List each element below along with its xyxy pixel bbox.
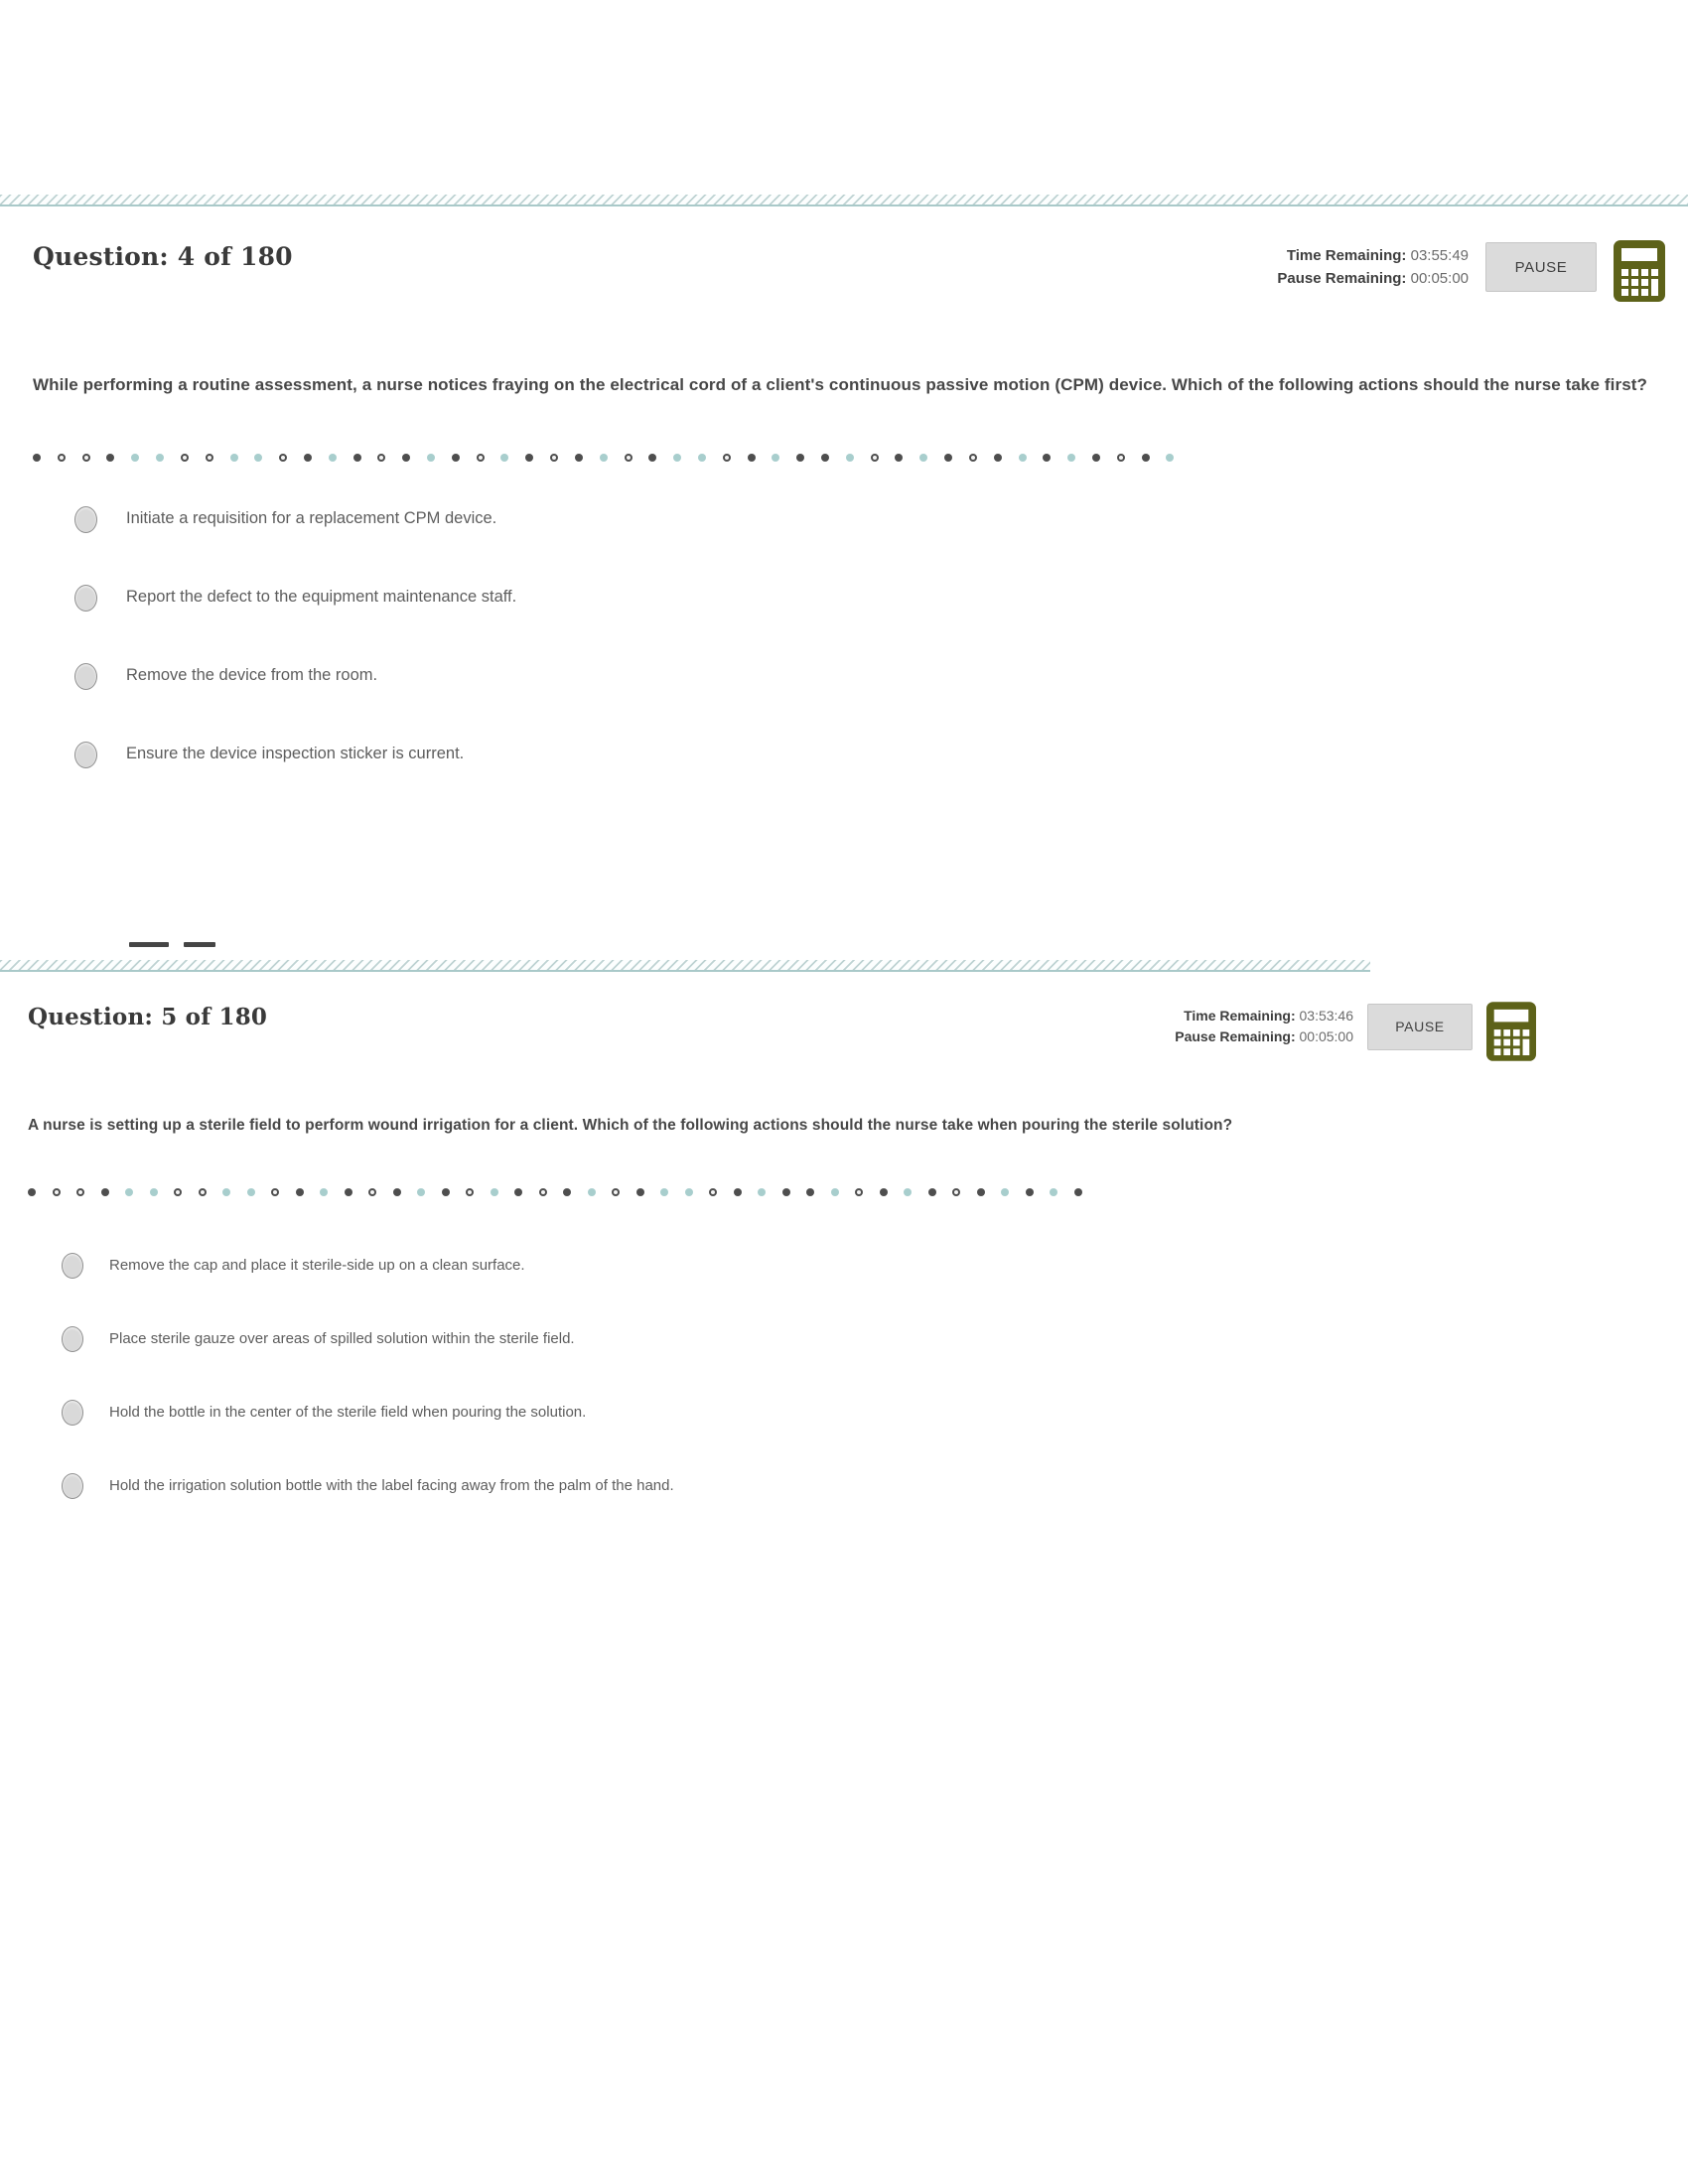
separator-dot (304, 454, 312, 462)
separator-dot (174, 1188, 182, 1196)
separator-dot (320, 1188, 328, 1196)
separator-dot (772, 454, 779, 462)
time-remaining-value: 03:55:49 (1410, 247, 1469, 264)
time-remaining-label: Time Remaining: (1184, 1007, 1296, 1024)
pause-remaining-label: Pause Remaining: (1277, 270, 1407, 288)
separator-dot (977, 1188, 985, 1196)
separator-dot (106, 454, 114, 462)
pause-button[interactable]: PAUSE (1367, 1004, 1473, 1050)
clipped-text-mark (184, 942, 215, 947)
radio-button[interactable] (74, 742, 97, 768)
timer-block (1277, 242, 1469, 291)
separator-dot (1142, 454, 1150, 462)
option-label: Hold the irrigation solution bottle with the label facing away from the palm of the hand. (109, 1476, 674, 1494)
separator-dot (969, 454, 977, 462)
separator-dot (466, 1188, 474, 1196)
separator-dot (417, 1188, 425, 1196)
time-remaining-label: Time Remaining: (1286, 247, 1407, 264)
question-number-title: Question: 5 of 180 (28, 1003, 268, 1030)
radio-button[interactable] (74, 663, 97, 690)
separator-dot (1001, 1188, 1009, 1196)
separator-dot (782, 1188, 790, 1196)
radio-button[interactable] (74, 585, 97, 612)
separator-dot (1074, 1188, 1082, 1196)
separator-dot (28, 1188, 36, 1196)
separator-dot (82, 454, 90, 462)
question-4-section (0, 195, 1688, 768)
pause-remaining-line (1277, 267, 1469, 290)
separator-dot (491, 1188, 498, 1196)
separator-dot (452, 454, 460, 462)
question-header (33, 242, 1665, 302)
separator-dot (928, 1188, 936, 1196)
option-label: Initiate a requisition for a replacement CPM device. (126, 509, 497, 528)
separator-dot (206, 454, 213, 462)
pause-remaining-line (1175, 1026, 1353, 1048)
separator-dot (709, 1188, 717, 1196)
answer-option[interactable] (28, 1473, 1536, 1499)
separator-dot (588, 1188, 596, 1196)
separator-dot (500, 454, 508, 462)
answer-options (28, 1253, 1536, 1499)
answer-option[interactable] (28, 1253, 1536, 1279)
separator-dot (150, 1188, 158, 1196)
separator-dot (125, 1188, 133, 1196)
header-controls (1277, 242, 1665, 302)
option-label: Remove the device from the room. (126, 666, 378, 685)
dotted-separator (28, 1187, 1082, 1197)
separator-dot (952, 1188, 960, 1196)
separator-dot (685, 1188, 693, 1196)
separator-dot (393, 1188, 401, 1196)
separator-dot (846, 454, 854, 462)
top-whitespace (0, 0, 1688, 195)
answer-option[interactable] (33, 506, 1665, 533)
question-number-title: Question: 4 of 180 (33, 242, 293, 271)
pause-button[interactable]: PAUSE (1485, 242, 1597, 292)
separator-dot (575, 454, 583, 462)
time-remaining-value: 03:53:46 (1299, 1007, 1353, 1024)
separator-dot (199, 1188, 207, 1196)
separator-dot (1117, 454, 1125, 462)
separator-dot (880, 1188, 888, 1196)
clipped-text-mark (129, 942, 169, 947)
separator-dot (904, 1188, 912, 1196)
separator-dot (994, 454, 1002, 462)
clipped-text-fragment (129, 942, 1688, 954)
separator-dot (230, 454, 238, 462)
separator-dot (673, 454, 681, 462)
separator-dot (427, 454, 435, 462)
separator-dot (377, 454, 385, 462)
separator-dot (723, 454, 731, 462)
separator-dot (871, 454, 879, 462)
separator-dot (821, 454, 829, 462)
separator-dot (796, 454, 804, 462)
calculator-icon[interactable] (1614, 240, 1665, 302)
separator-dot (539, 1188, 547, 1196)
separator-dot (402, 454, 410, 462)
time-remaining-line (1277, 244, 1469, 267)
answer-option[interactable] (28, 1400, 1536, 1426)
separator-dot (33, 454, 41, 462)
separator-dot (1026, 1188, 1034, 1196)
separator-dot (296, 1188, 304, 1196)
separator-dot (734, 1188, 742, 1196)
separator-dot (329, 454, 337, 462)
option-label: Remove the cap and place it sterile-side up on a clean surface. (109, 1256, 525, 1274)
radio-button[interactable] (74, 506, 97, 533)
header-controls (1175, 1004, 1536, 1061)
radio-button[interactable] (62, 1326, 83, 1352)
calculator-icon[interactable] (1486, 1002, 1536, 1061)
separator-dot (345, 1188, 352, 1196)
separator-dot (156, 454, 164, 462)
radio-button[interactable] (62, 1400, 83, 1426)
separator-dot (550, 454, 558, 462)
separator-dot (698, 454, 706, 462)
answer-option[interactable] (33, 742, 1665, 768)
separator-dot (748, 454, 756, 462)
timer-block (1175, 1004, 1353, 1048)
question-text: A nurse is setting up a sterile field to perform wound irrigation for a client. Which of the following actions should the nurse take when pouring the sterile solution? (28, 1116, 1233, 1134)
radio-button[interactable] (62, 1473, 83, 1499)
section-divider (0, 960, 1370, 972)
option-label: Ensure the device inspection sticker is current. (126, 745, 465, 763)
separator-dot (648, 454, 656, 462)
separator-dot (514, 1188, 522, 1196)
question-5-section (0, 960, 1688, 1499)
separator-dot (895, 454, 903, 462)
separator-dot (625, 454, 633, 462)
separator-dot (222, 1188, 230, 1196)
separator-dot (1092, 454, 1100, 462)
separator-dot (368, 1188, 376, 1196)
answer-option[interactable] (28, 1326, 1536, 1352)
separator-dot (442, 1188, 450, 1196)
separator-dot (279, 454, 287, 462)
option-label: Place sterile gauze over areas of spilled solution within the sterile field. (109, 1329, 575, 1347)
option-label: Hold the bottle in the center of the sterile field when pouring the solution. (109, 1403, 587, 1421)
answer-option[interactable] (33, 663, 1665, 690)
separator-dot (181, 454, 189, 462)
separator-dot (855, 1188, 863, 1196)
separator-dot (600, 454, 608, 462)
answer-options (33, 506, 1665, 768)
radio-button[interactable] (62, 1253, 83, 1279)
separator-dot (271, 1188, 279, 1196)
pause-remaining-label: Pause Remaining: (1175, 1028, 1296, 1045)
separator-dot (131, 454, 139, 462)
section-divider (0, 195, 1688, 206)
separator-dot (101, 1188, 109, 1196)
separator-dot (477, 454, 485, 462)
separator-dot (76, 1188, 84, 1196)
separator-dot (525, 454, 533, 462)
separator-dot (944, 454, 952, 462)
separator-dot (1019, 454, 1027, 462)
pause-remaining-value: 00:05:00 (1410, 270, 1469, 288)
separator-dot (806, 1188, 814, 1196)
pause-remaining-value: 00:05:00 (1299, 1028, 1353, 1045)
dotted-separator (33, 453, 1175, 463)
separator-dot (1043, 454, 1051, 462)
separator-dot (1166, 454, 1174, 462)
separator-dot (1067, 454, 1075, 462)
separator-dot (919, 454, 927, 462)
question-header (28, 1004, 1536, 1061)
separator-dot (1050, 1188, 1057, 1196)
separator-dot (254, 454, 262, 462)
separator-dot (758, 1188, 766, 1196)
separator-dot (353, 454, 361, 462)
separator-dot (636, 1188, 644, 1196)
separator-dot (831, 1188, 839, 1196)
time-remaining-line (1175, 1006, 1353, 1027)
option-label: Report the defect to the equipment maintenance staff. (126, 588, 517, 607)
question-text: While performing a routine assessment, a nurse notices fraying on the electrical cord of a client's continuous passive motion (CPM) device. Which of the following actions should the nurse take first? (33, 375, 1647, 394)
separator-dot (58, 454, 66, 462)
separator-dot (247, 1188, 255, 1196)
separator-dot (53, 1188, 61, 1196)
answer-option[interactable] (33, 585, 1665, 612)
separator-dot (563, 1188, 571, 1196)
separator-dot (660, 1188, 668, 1196)
separator-dot (612, 1188, 620, 1196)
